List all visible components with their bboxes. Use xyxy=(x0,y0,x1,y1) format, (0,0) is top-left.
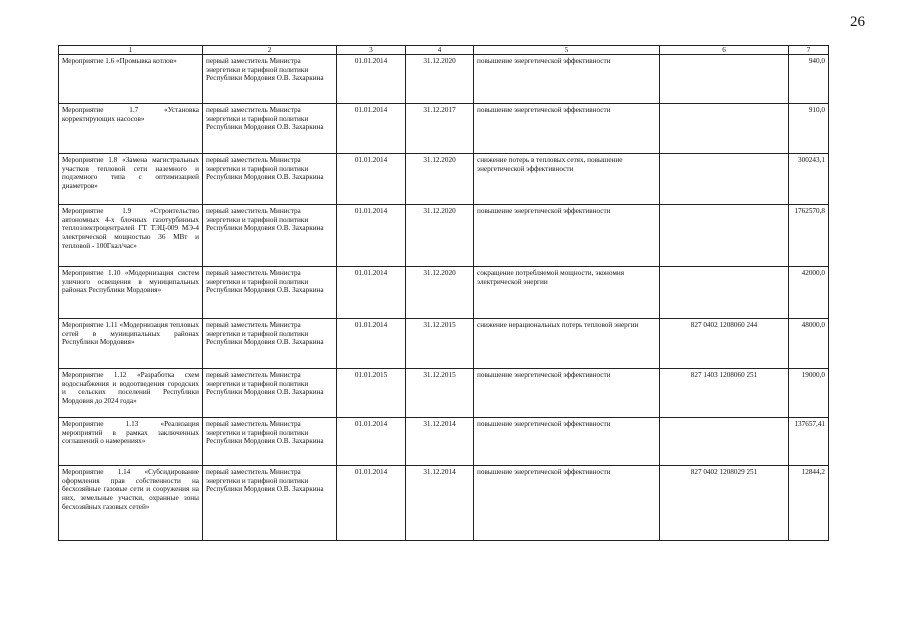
expected-result: повышение энергетической эффективности xyxy=(474,369,660,418)
end-date: 31.12.2020 xyxy=(406,55,474,104)
column-header-4: 4 xyxy=(406,46,474,55)
start-date: 01.01.2014 xyxy=(337,267,406,319)
table-row xyxy=(59,319,829,369)
budget-code: 827 0402 1208060 244 xyxy=(660,319,789,369)
activity-name: Мероприятие 1.10 «Модернизация систем уличного освещения в муниципальных районах Республики Мордовия» xyxy=(59,267,203,319)
start-date: 01.01.2014 xyxy=(337,205,406,267)
budget-code xyxy=(660,205,789,267)
responsible-person: первый заместитель Министра энергетики и тарифной политики Республики Мордовия О.В. Захаркина xyxy=(203,104,337,154)
expected-result: повышение энергетической эффективности xyxy=(474,418,660,466)
column-header-2: 2 xyxy=(203,46,337,55)
activity-name: Мероприятие 1.6 «Промывка котлов» xyxy=(59,55,203,104)
expected-result: повышение энергетической эффективности xyxy=(474,55,660,104)
funding-amount: 137657,41 xyxy=(789,418,829,466)
expected-result: сокращение потребляемой мощности, экономия электрической энергии xyxy=(474,267,660,319)
responsible-person: первый заместитель Министра энергетики и тарифной политики Республики Мордовия О.В. Захаркина xyxy=(203,319,337,369)
end-date: 31.12.2014 xyxy=(406,418,474,466)
funding-amount: 19000,0 xyxy=(789,369,829,418)
table-row xyxy=(59,418,829,466)
start-date: 01.01.2015 xyxy=(337,369,406,418)
start-date: 01.01.2014 xyxy=(337,466,406,541)
responsible-person: первый заместитель Министра энергетики и тарифной политики Республики Мордовия О.В. Захаркина xyxy=(203,369,337,418)
end-date: 31.12.2020 xyxy=(406,267,474,319)
budget-code: 827 1403 1208060 251 xyxy=(660,369,789,418)
start-date: 01.01.2014 xyxy=(337,104,406,154)
column-header-3: 3 xyxy=(337,46,406,55)
table-row xyxy=(59,104,829,154)
end-date: 31.12.2015 xyxy=(406,319,474,369)
expected-result: повышение энергетической эффективности xyxy=(474,104,660,154)
end-date: 31.12.2020 xyxy=(406,205,474,267)
activity-name: Мероприятие 1.11 «Модернизация тепловых сетей в муниципальных районах Республики Мордовия» xyxy=(59,319,203,369)
activity-name: Мероприятие 1.14 «Субсидирование оформления прав собственности на бесхозяйные газовые сети и сооружения на них, земельные участки, охранные зоны бесхозяйных газовых сетей» xyxy=(59,466,203,541)
budget-code xyxy=(660,154,789,205)
activity-name: Мероприятие 1.8 «Замена магистральных участков тепловой сети наземного и подземного типа с оптимизацией диаметров» xyxy=(59,154,203,205)
funding-amount: 48000,0 xyxy=(789,319,829,369)
header-row xyxy=(59,46,829,55)
end-date: 31.12.2015 xyxy=(406,369,474,418)
expected-result: повышение энергетической эффективности xyxy=(474,205,660,267)
start-date: 01.01.2014 xyxy=(337,319,406,369)
budget-code xyxy=(660,418,789,466)
expected-result: повышение энергетической эффективности xyxy=(474,466,660,541)
page-number: 26 xyxy=(850,14,865,30)
table-row xyxy=(59,154,829,205)
activity-name: Мероприятие 1.9 «Строительство автономных 4-х блочных газотурбинных теплоэлектроцентралей ГТ ТЭЦ-009 МЭ-4 электрической мощностью 36 МВт и тепловой - 100Гкал/час» xyxy=(59,205,203,267)
responsible-person: первый заместитель Министра энергетики и тарифной политики Республики Мордовия О.В. Захаркина xyxy=(203,418,337,466)
budget-code xyxy=(660,104,789,154)
expected-result: снижение нерациональных потерь тепловой энергии xyxy=(474,319,660,369)
responsible-person: первый заместитель Министра энергетики и тарифной политики Республики Мордовия О.В. Захаркина xyxy=(203,205,337,267)
program-activities-table xyxy=(58,45,829,541)
funding-amount: 300243,1 xyxy=(789,154,829,205)
table-row xyxy=(59,267,829,319)
funding-amount: 1762570,8 xyxy=(789,205,829,267)
funding-amount: 910,0 xyxy=(789,104,829,154)
budget-code: 827 0402 1208029 251 xyxy=(660,466,789,541)
table-row xyxy=(59,55,829,104)
responsible-person: первый заместитель Министра энергетики и тарифной политики Республики Мордовия О.В. Захаркина xyxy=(203,55,337,104)
activity-name: Мероприятие 1.7 «Установка корректирующих насосов» xyxy=(59,104,203,154)
start-date: 01.01.2014 xyxy=(337,418,406,466)
start-date: 01.01.2014 xyxy=(337,154,406,205)
column-header-1: 1 xyxy=(59,46,203,55)
end-date: 31.12.2020 xyxy=(406,154,474,205)
funding-amount: 42000,0 xyxy=(789,267,829,319)
column-header-5: 5 xyxy=(474,46,660,55)
table-row xyxy=(59,466,829,541)
responsible-person: первый заместитель Министра энергетики и тарифной политики Республики Мордовия О.В. Захаркина xyxy=(203,267,337,319)
start-date: 01.01.2014 xyxy=(337,55,406,104)
end-date: 31.12.2014 xyxy=(406,466,474,541)
activity-name: Мероприятие 1.13 «Реализация мероприятий в рамках заключенных соглашений о намерениях» xyxy=(59,418,203,466)
activity-name: Мероприятие 1.12 «Разработка схем водоснабжения и водоотведения городских и сельских поселений Республики Мордовия до 2024 года» xyxy=(59,369,203,418)
end-date: 31.12.2017 xyxy=(406,104,474,154)
budget-code xyxy=(660,55,789,104)
table-row xyxy=(59,369,829,418)
budget-code xyxy=(660,267,789,319)
column-header-6: 6 xyxy=(660,46,789,55)
expected-result: снижение потерь в тепловых сетях, повышение энергетической эффективности xyxy=(474,154,660,205)
responsible-person: первый заместитель Министра энергетики и тарифной политики Республики Мордовия О.В. Захаркина xyxy=(203,154,337,205)
responsible-person: первый заместитель Министра энергетики и тарифной политики Республики Мордовия О.В. Захаркина xyxy=(203,466,337,541)
funding-amount: 12844,2 xyxy=(789,466,829,541)
table-row xyxy=(59,205,829,267)
column-header-7: 7 xyxy=(789,46,829,55)
funding-amount: 940,0 xyxy=(789,55,829,104)
